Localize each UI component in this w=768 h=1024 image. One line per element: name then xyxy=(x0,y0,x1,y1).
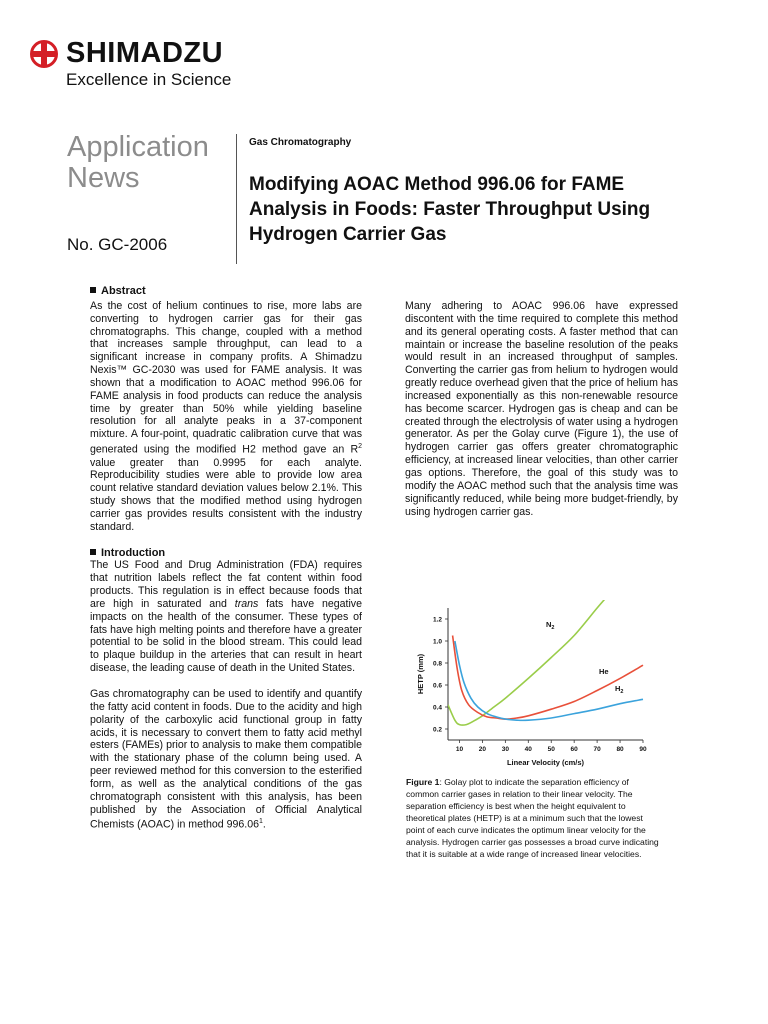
series-line-N2 xyxy=(448,600,609,725)
x-tick-label: 60 xyxy=(570,746,578,753)
x-tick-label: 10 xyxy=(455,746,464,753)
y-tick-label: 1.2 xyxy=(432,616,442,624)
y-tick-label: 0.2 xyxy=(432,726,442,734)
bullet-square-icon xyxy=(90,287,96,293)
bullet-square-icon xyxy=(90,549,96,555)
x-tick-label: 70 xyxy=(593,746,601,753)
article-category: Gas Chromatography xyxy=(249,137,352,148)
golay-plot-chart xyxy=(403,600,648,770)
issue-number: No. GC-2006 xyxy=(67,235,168,254)
introduction-heading: Introduction xyxy=(90,547,362,560)
series-line-He xyxy=(453,636,643,720)
x-tick-label: 90 xyxy=(639,746,647,753)
abstract-heading: Abstract xyxy=(90,285,362,298)
y-axis-label: HETP (mm) xyxy=(416,653,425,695)
abstract-text: As the cost of helium continues to rise, more labs are converting to hydrogen carrier gas for their gas chromatographs. This change, coupled with a method that increases sample throughput, can lead to a significant increase in company profits. A Shimadzu Nexis™ GC-2030 was used for FAME analysis. It was shown that a modification to AOAC method 996.06 for FAME analysis in food products can reduce the analysis time by greater than 50% while yielding baseline resolution for all analyte peaks in a 37-component mixture. A four-point, quadratic calibration curve that was generated using the modified H2 method gave an $R^2$ value greater than 0.9995 for each analyte. Reproducibility studies were able to provide low area count relative standard deviation values below 2.1%. This study shows that the modified method using hydrogen carrier gas provides results consistent with the industry standard. xyxy=(90,299,362,533)
shimadzu-logo xyxy=(30,38,280,90)
introduction-paragraph-1: The US Food and Drug Administration (FDA) requires that nutrition labels reflect the fat content within food products. This regulation is in effect because foods that are high in saturated and trans fats have negative impacts on the health of the consumer. These types of fats have high melting points and therefore have a greater potential to be solid in the blood stream. This could lead to plaque buildup in the arteries that can result in heart disease, the leading cause of death in the United States. xyxy=(90,559,362,675)
x-tick-label: 30 xyxy=(501,746,509,753)
article-title: Modifying AOAC Method 996.06 for FAME Analysis in Foods: Faster Throughput Using Hydrogen Carrier Gas xyxy=(249,174,651,245)
figure-caption: Figure 1: Golay plot to indicate the separation efficiency of common carrier gases in relation to their linear velocity. The separation efficiency is best when the height equivalent to theoretical plates (HETP) is at a minimum such that the lowest point of each curve indicates the optimum linear velocity for the analysis. Hydrogen carrier gas possesses a broad curve indicating that it is suitable at a wide range of increased linear velocities. xyxy=(406,777,659,859)
x-tick-label: 50 xyxy=(547,746,555,753)
x-tick-label: 20 xyxy=(478,746,487,753)
y-tick-label: 0.6 xyxy=(432,682,442,690)
brand-tagline: Excellence in Science xyxy=(66,70,232,89)
series-label: $N_2$ xyxy=(546,620,555,631)
introduction-paragraph-2: Gas chromatography can be used to identify and quantify the fatty acid content in foods. Due to the acidity and high polarity of the carboxylic acid functional group in fatty acids, it is necessary to convert them to fatty acid methyl esters (FAMEs) prior to analysis to make them compatible with the stationary phase of the column being used. A peer reviewed method for this conversion to the esterified form, as well as the analytical conditions of the gas chromatograph consistent with this analysis, has been published by the Association of Official Analytical Chemists (AOAC) in method 996.06$^1$. xyxy=(90,688,362,831)
y-tick-label: 0.4 xyxy=(432,704,442,712)
x-tick-label: 40 xyxy=(524,746,532,753)
x-axis-label: Linear Velocity (cm/s) xyxy=(506,758,585,767)
y-tick-label: 1.0 xyxy=(432,638,442,646)
shimadzu-logo-mark-icon xyxy=(30,40,58,68)
y-tick-label: 0.8 xyxy=(432,660,442,668)
right-paragraph: Many adhering to AOAC 996.06 have expressed discontent with the time required to complete this method and its general operating costs. A faster method that can maintain or increase the baseline resolution of the peaks would result in an increased throughput of samples. Converting the carrier gas from helium to hydrogen would greatly reduce overhead given that the price of helium has increased exponentially as this non-renewable resource has become scarcer. Hydrogen gas is cheap and can be created through the electrolysis of water using a hydrogen generator. As per the Golay curve (Figure 1), the use of hydrogen carrier gas offers greater chromatographic efficiency, at increased linear velocities, than other carrier gas options. Therefore, the goal of this study was to modify the AOAC method such that the analysis time was significantly reduced, while being more budget-friendly, by using hydrogen carrier gas. xyxy=(405,300,678,518)
right-column xyxy=(405,300,678,518)
series-label: $H_2$ xyxy=(615,684,624,695)
brand-name: SHIMADZU xyxy=(66,37,224,69)
header-divider xyxy=(236,134,237,264)
publication-title: Application News xyxy=(67,131,209,194)
x-tick-label: 80 xyxy=(616,746,624,753)
left-column xyxy=(90,285,362,832)
series-label: He xyxy=(599,667,609,676)
